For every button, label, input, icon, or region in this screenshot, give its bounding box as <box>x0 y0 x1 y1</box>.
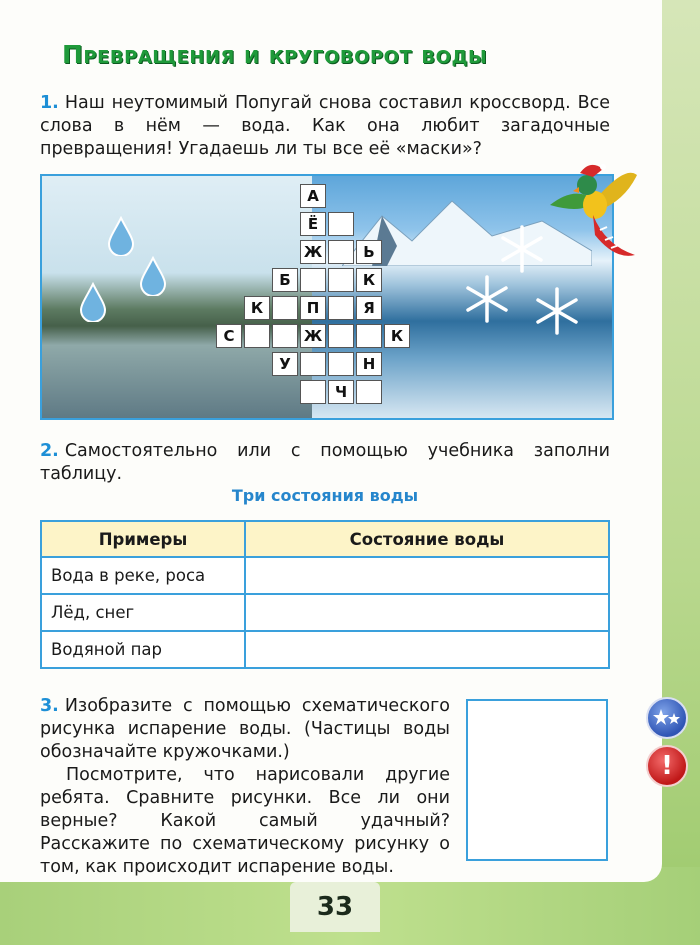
crossword-cell[interactable] <box>300 352 326 376</box>
crossword-cell[interactable]: Б <box>272 268 298 292</box>
column-header-examples: Примеры <box>41 521 245 557</box>
table-cell-answer[interactable] <box>245 631 609 668</box>
crossword-cell[interactable]: Ч <box>328 380 354 404</box>
crossword-cell[interactable] <box>328 240 354 264</box>
table-cell-example: Вода в реке, роса <box>41 557 245 594</box>
page-number: 33 <box>290 882 380 932</box>
table-row <box>41 631 609 668</box>
task-2 <box>40 440 610 486</box>
table-cell-answer[interactable] <box>245 594 609 631</box>
crossword-cell[interactable]: А <box>300 184 326 208</box>
drawing-area[interactable] <box>466 699 608 861</box>
page-edge-decoration <box>660 0 700 945</box>
crossword-cell[interactable]: П <box>300 296 326 320</box>
crossword-cell[interactable]: К <box>384 324 410 348</box>
crossword-cell[interactable]: Ё <box>300 212 326 236</box>
crossword-cell[interactable] <box>356 324 382 348</box>
table-header-row <box>41 521 609 557</box>
crossword-cell[interactable] <box>300 268 326 292</box>
crossword-cell[interactable] <box>272 296 298 320</box>
water-states-table <box>40 520 610 669</box>
crossword-cell[interactable] <box>328 324 354 348</box>
task-2-text: Самостоятельно или с помощью учебника заполни таблицу. <box>40 441 610 484</box>
task-2-number: 2. <box>40 441 59 461</box>
task-3 <box>40 695 450 879</box>
crossword-cell[interactable]: Н <box>356 352 382 376</box>
page-title: Превращения и круговорот воды <box>62 40 488 69</box>
exclamation-glyph: ! <box>661 751 673 781</box>
table-cell-answer[interactable] <box>245 557 609 594</box>
crossword-cell[interactable]: Ж <box>300 324 326 348</box>
task-1-text: Наш неутомимый Попугай снова составил кроссворд. Все слова в нём — вода. Как она любит загадочные превращения! Угадаешь ли ты все её «маски»? <box>40 93 610 159</box>
task-3-number: 3. <box>40 696 59 716</box>
crossword-cell[interactable] <box>244 324 270 348</box>
table-row <box>41 594 609 631</box>
exclamation-icon <box>646 745 688 787</box>
crossword-cell[interactable] <box>328 296 354 320</box>
column-header-state: Состояние воды <box>245 521 609 557</box>
crossword-cell[interactable]: С <box>216 324 242 348</box>
stars-icon <box>646 697 688 739</box>
task-1 <box>40 92 610 161</box>
crossword-cell[interactable] <box>272 324 298 348</box>
crossword-cell[interactable] <box>356 380 382 404</box>
table-cell-example: Лёд, снег <box>41 594 245 631</box>
table-row <box>41 557 609 594</box>
crossword-cell[interactable]: Ж <box>300 240 326 264</box>
task-3-text-2: Посмотрите, что нарисовали другие ребята. Сравните рисунки. Все ли они верные? Какой самый удачный? Расскажите по схематическому рисунку о том, как происходит испарение воды. <box>40 765 450 877</box>
crossword-cell[interactable]: Я <box>356 296 382 320</box>
crossword-cell[interactable] <box>328 212 354 236</box>
crossword-cell[interactable] <box>328 268 354 292</box>
star-shapes <box>648 699 686 737</box>
crossword-illustration <box>40 174 614 420</box>
crossword-cell[interactable] <box>300 380 326 404</box>
crossword-cell[interactable]: К <box>244 296 270 320</box>
table-cell-example: Водяной пар <box>41 631 245 668</box>
crossword-cell[interactable]: К <box>356 268 382 292</box>
crossword-cell[interactable]: У <box>272 352 298 376</box>
crossword-cell[interactable]: Ь <box>356 240 382 264</box>
crossword-grid <box>42 176 612 418</box>
crossword-cell[interactable] <box>328 352 354 376</box>
table-title: Три состояния воды <box>231 486 419 505</box>
task-1-number: 1. <box>40 93 59 113</box>
task-3-text: Изобразите с помощью схематического рисунка испарение воды. (Частицы воды обозначайте кружочками.) <box>40 696 450 762</box>
parrot-mascot-image <box>545 155 640 275</box>
